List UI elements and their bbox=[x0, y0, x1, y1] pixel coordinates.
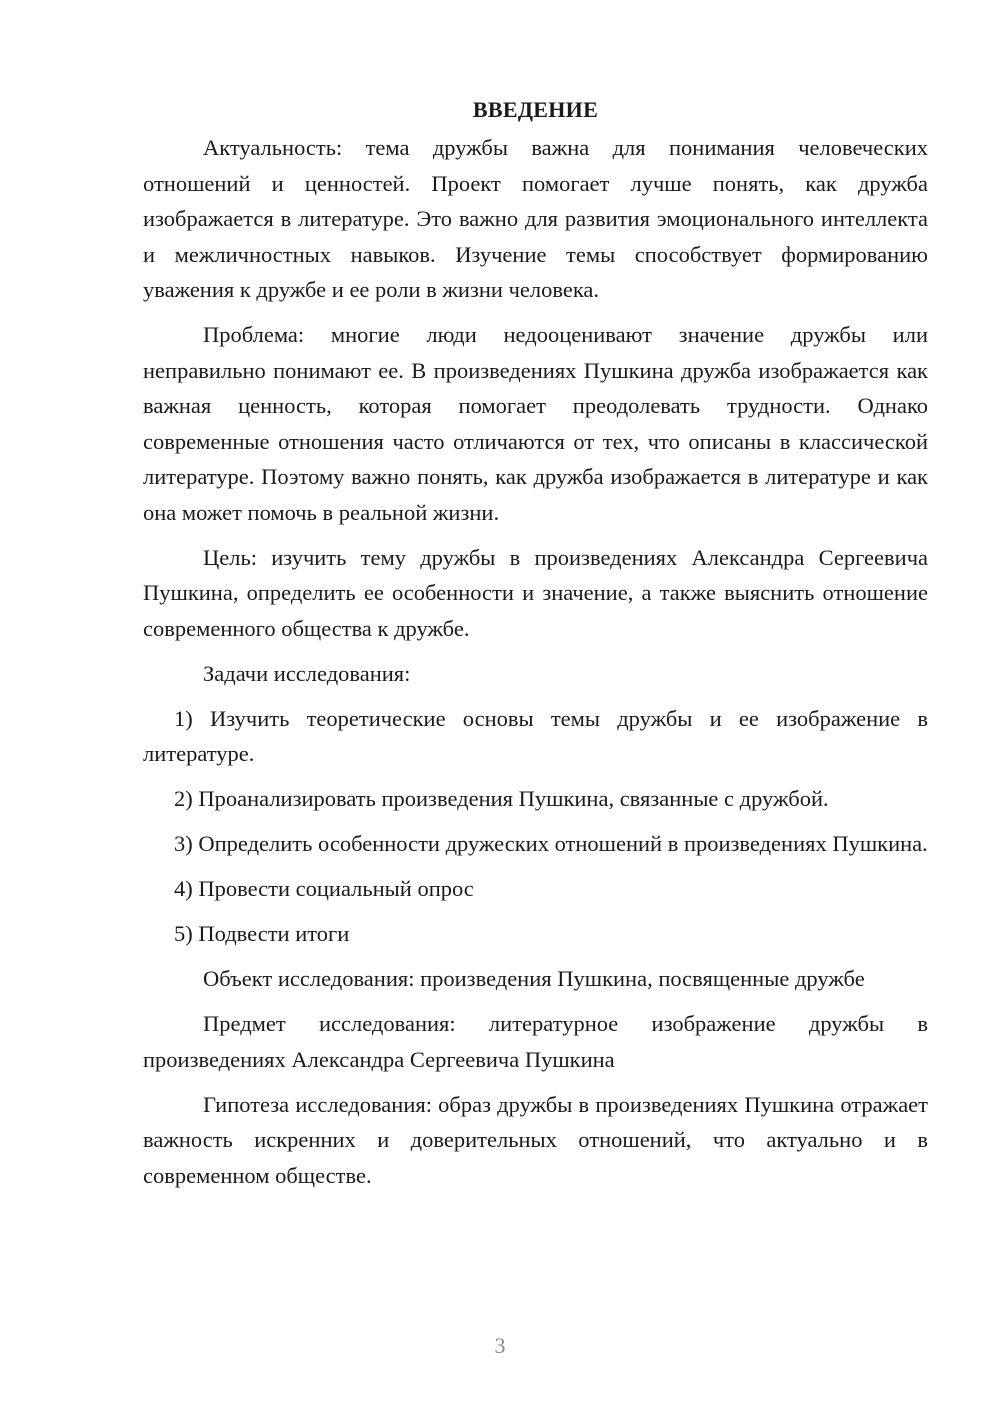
task-item-2: 2) Проанализировать произведения Пушкина, связанные с дружбой. bbox=[174, 786, 829, 811]
paragraph-relevance: Актуальность: тема дружбы важна для понимания человеческих отношений и ценностей. Проект помогает лучше понять, как дружба изображается в литературе. Это важно для развития эмоционального интеллекта и межличностных навыков. Изучение темы способствует формированию уважения к дружбе и ее роли в жизни человека. bbox=[143, 135, 928, 302]
paragraph-object: Объект исследования: произведения Пушкина, посвященные дружбе bbox=[203, 966, 865, 991]
paragraph-problem: Проблема: многие люди недооценивают значение дружбы или неправильно понимают ее. В произведениях Пушкина дружба изображается как важная ценность, которая помогает преодолевать трудности. Однако современные отношения часто отличаются от тех, что описаны в классической литературе. Поэтому важно понять, как дружба изображается в литературе и как она может помочь в реальной жизни. bbox=[143, 322, 928, 525]
paragraph-goal: Цель: изучить тему дружбы в произведениях Александра Сергеевича Пушкина, определить ее особенности и значение, а также выяснить отношение современного общества к дружбе. bbox=[143, 544, 928, 641]
spacer bbox=[143, 646, 928, 656]
spacer bbox=[143, 862, 928, 872]
task-item-1: 1) Изучить теоретические основы темы дружбы и ее изображение в литературе. bbox=[143, 705, 928, 766]
task-item-3: 3) Определить особенности дружеских отношений в произведениях Пушкина. bbox=[174, 831, 928, 856]
paragraph-hypothesis: Гипотеза исследования: образ дружбы в произведениях Пушкина отражает важность искренних и доверительных отношений, что актуально и в современном обществе. bbox=[143, 1091, 928, 1188]
task-item-5: 5) Подвести итоги bbox=[174, 921, 350, 946]
spacer bbox=[143, 907, 928, 917]
document-page bbox=[143, 92, 928, 1193]
spacer bbox=[143, 997, 928, 1007]
spacer bbox=[143, 952, 928, 962]
spacer bbox=[143, 530, 928, 540]
spacer bbox=[143, 308, 928, 318]
spacer bbox=[143, 772, 928, 782]
spacer bbox=[143, 1077, 928, 1087]
document-title: ВВЕДЕНИЕ bbox=[472, 97, 599, 122]
paragraph-subject: Предмет исследования: литературное изображение дружбы в произведениях Александра Сергеевича Пушкина bbox=[143, 1011, 928, 1072]
page-number: 3 bbox=[494, 1333, 506, 1358]
paragraph-tasks-heading: Задачи исследования: bbox=[203, 660, 411, 686]
spacer bbox=[143, 817, 928, 827]
spacer bbox=[143, 691, 928, 701]
task-item-4: 4) Провести социальный опрос bbox=[174, 876, 474, 901]
